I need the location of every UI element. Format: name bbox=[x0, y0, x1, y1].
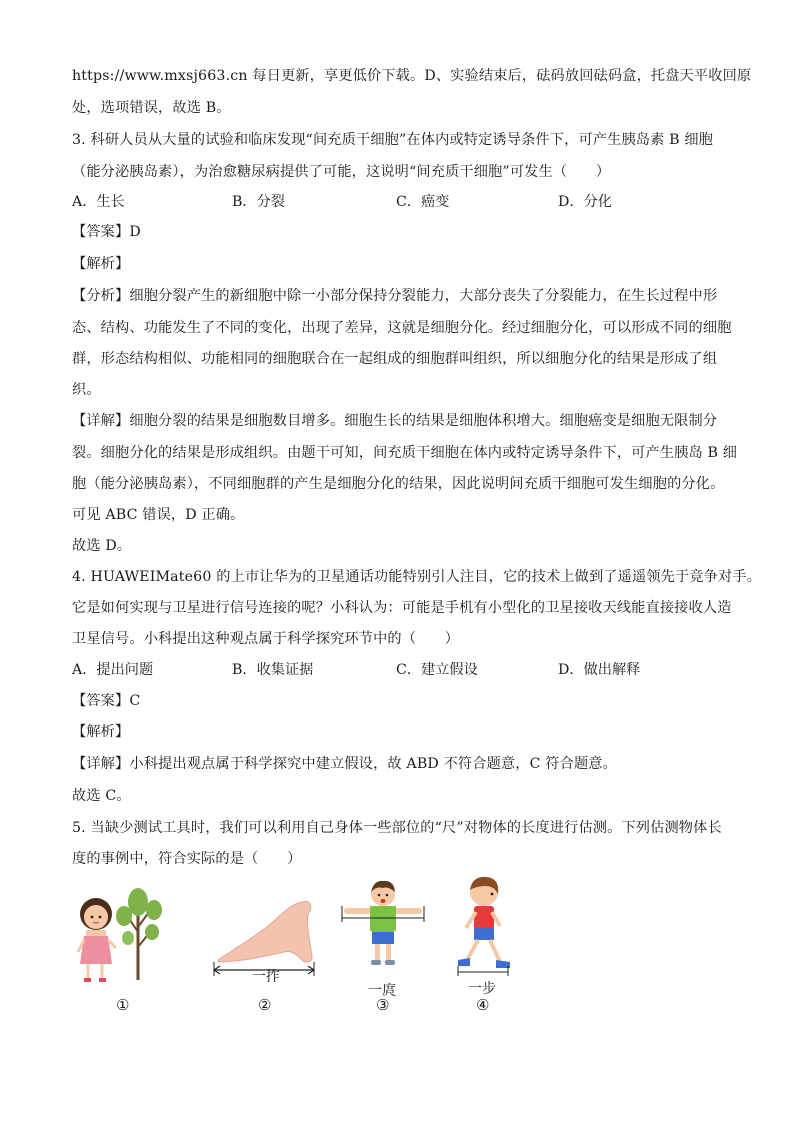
hand-span-illustration bbox=[210, 882, 320, 982]
caption-arm-span: 一庹 bbox=[368, 983, 396, 999]
girl-and-tree-illustration bbox=[68, 872, 168, 992]
option-c: C．癌变 bbox=[396, 194, 450, 210]
analysis-label: 【解析】 bbox=[72, 724, 130, 740]
detail-text: 【详解】细胞分裂的结果是细胞数目增多。细胞生长的结果是细胞体积增大。细胞癌变是细胞无限制分 bbox=[72, 413, 718, 429]
figure-number-2: ② bbox=[258, 996, 272, 1014]
option-a: A．提出问题 bbox=[72, 662, 154, 678]
option-d: D．做出解释 bbox=[558, 662, 641, 678]
question-5-figures bbox=[60, 872, 530, 1022]
option-b: B．收集证据 bbox=[232, 662, 314, 678]
detail-text: 胞（能分泌胰岛素），不同细胞群的产生是细胞分化的结果，因此说明间充质干细胞可发生细胞的分化。 bbox=[72, 476, 725, 492]
conclusion-text: 故选 D。 bbox=[72, 538, 132, 554]
conclusion-text: 故选 C。 bbox=[72, 788, 131, 804]
caption-step: 一步 bbox=[468, 981, 496, 997]
figure-number-4: ④ bbox=[476, 996, 490, 1014]
caption-hand-span: 一拃 bbox=[252, 969, 280, 985]
option-b: B．分裂 bbox=[232, 194, 285, 210]
analysis-text: 态、结构、功能发生了不同的变化，出现了差异，这就是细胞分化。经过细胞分化，可以形成不同的细胞 bbox=[72, 320, 732, 336]
text-line: https://www.mxsj663.cn 每日更新，享更低价下载。D、实验结束后，砝码放回砝码盒，托盘天平收回原 bbox=[72, 68, 752, 84]
question-4-stem: 它是如何实现与卫星进行信号连接的呢？小科认为：可能是手机有小型化的卫星接收天线能直接接收人造 bbox=[72, 600, 732, 616]
question-3-stem: （能分泌胰岛素），为治愈糖尿病提供了可能，这说明“间充质干细胞”可发生（ ） bbox=[72, 164, 611, 180]
step-illustration bbox=[448, 872, 518, 984]
analysis-text: 织。 bbox=[72, 382, 101, 398]
analysis-label: 【解析】 bbox=[72, 256, 130, 272]
option-c: C．建立假设 bbox=[396, 662, 478, 678]
option-d: D．分化 bbox=[558, 194, 612, 210]
analysis-text: 群，形态结构相似、功能相同的细胞联合在一起组成的细胞群叫组织，所以细胞分化的结果是形成了组 bbox=[72, 351, 718, 367]
option-a: A．生长 bbox=[72, 194, 125, 210]
answer-label: 【答案】D bbox=[72, 224, 141, 240]
question-4-options bbox=[72, 660, 732, 680]
detail-text: 【详解】小科提出观点属于科学探究中建立假设，故 ABD 不符合题意，C 符合题意。 bbox=[72, 756, 617, 772]
question-4-stem: 4. HUAWEIMate60 的上市让华为的卫星通话功能特别引人注目，它的技术上做到了遥遥领先于竞争对手。 bbox=[72, 569, 762, 585]
question-3-options bbox=[72, 192, 732, 212]
question-5-stem: 5. 当缺少测试工具时，我们可以利用自己身体一些部位的“尺”对物体的长度进行估测。下列估测物体长 bbox=[72, 820, 722, 836]
arm-span-illustration bbox=[338, 876, 428, 986]
question-4-stem: 卫星信号。小科提出这种观点属于科学探究环节中的（ ） bbox=[72, 631, 460, 647]
question-3-stem: 3. 科研人员从大量的试验和临床发现“间充质干细胞”在体内或特定诱导条件下，可产生胰岛素 B 细胞 bbox=[72, 132, 714, 148]
text-line: 处，选项错误，故选 B。 bbox=[72, 100, 231, 116]
answer-label: 【答案】C bbox=[72, 693, 141, 709]
figure-number-1: ① bbox=[116, 996, 130, 1014]
analysis-text: 【分析】细胞分裂产生的新细胞中除一小部分保持分裂能力，大部分丧失了分裂能力，在生长过程中形 bbox=[72, 288, 718, 304]
figure-number-3: ③ bbox=[376, 996, 390, 1014]
detail-text: 裂。细胞分化的结果是形成组织。由题干可知，间充质干细胞在体内或特定诱导条件下，可产生胰岛 B 细 bbox=[72, 445, 738, 461]
detail-text: 可见 ABC 错误，D 正确。 bbox=[72, 507, 245, 523]
question-5-stem: 度的事例中，符合实际的是（ ） bbox=[72, 851, 302, 867]
